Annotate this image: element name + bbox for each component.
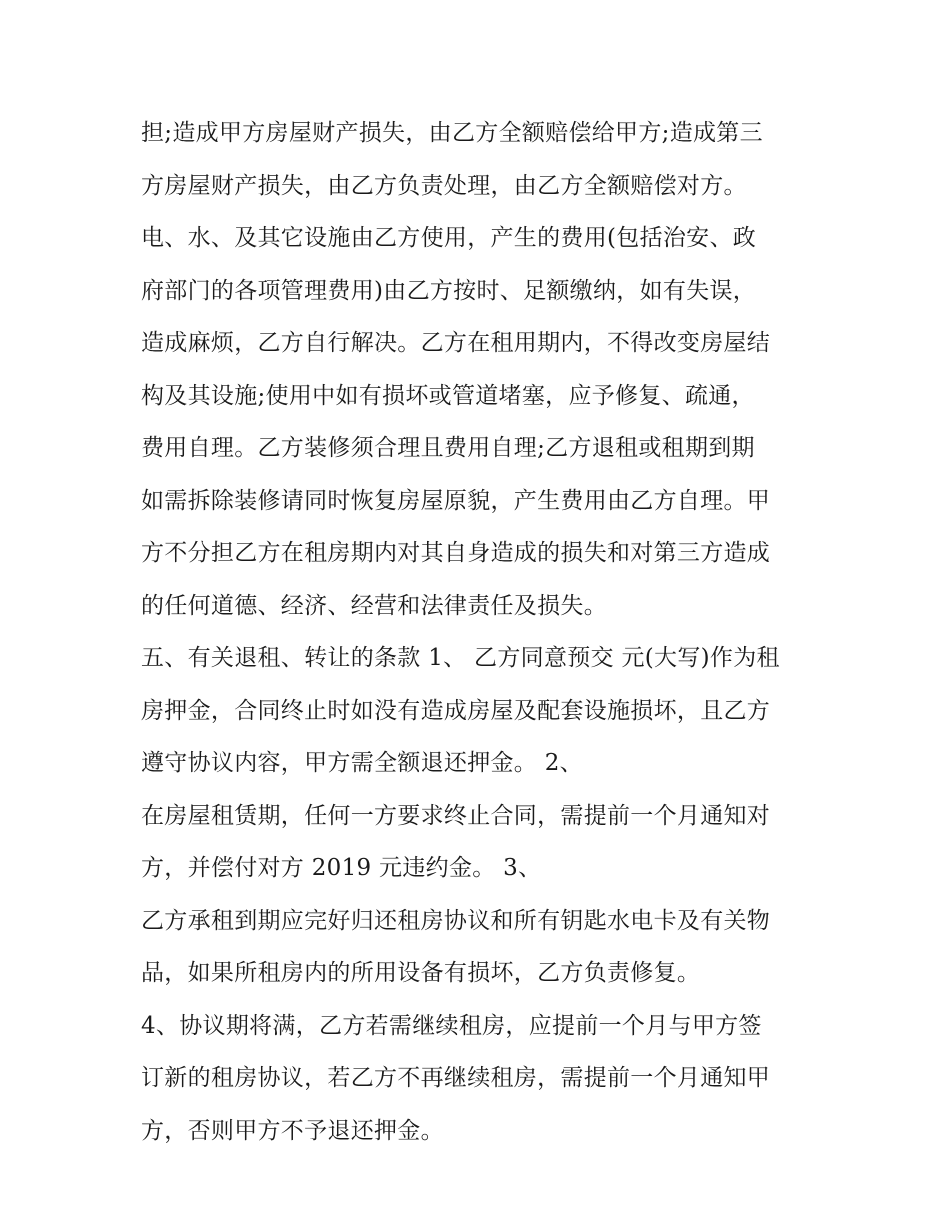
- text-line: 如需拆除装修请同时恢复房屋原貌，产生费用由乙方自理。甲: [141, 487, 771, 514]
- text-line: 订新的租房协议，若乙方不再继续租房，需提前一个月通知甲: [141, 1065, 771, 1091]
- text-line: 造成麻烦，乙方自行解决。乙方在租用期内，不得改变房屋结: [141, 330, 771, 356]
- text-line: 房押金，合同终止时如没有造成房屋及配套设施损坏，且乙方: [141, 697, 771, 724]
- text-line: 费用自理。乙方装修须合理且费用自理;乙方退租或租期到期: [141, 435, 755, 461]
- text-line: 品，如果所租房内的所用设备有损坏，乙方负责修复。: [141, 960, 701, 986]
- text-line: 方不分担乙方在租房期内对其自身造成的损失和对第三方造成: [141, 540, 771, 566]
- text-line: 在房屋租赁期，任何一方要求终止合同，需提前一个月通知对: [141, 802, 771, 829]
- text-line: 4、协议期将满，乙方若需继续租房，应提前一个月与甲方签: [141, 1012, 762, 1039]
- text-line: 方，否则甲方不予退还押金。: [141, 1117, 444, 1144]
- text-line: 的任何道德、经济、经营和法律责任及损失。: [141, 592, 607, 619]
- text-line: 方房屋财产损失，由乙方负责处理，由乙方全额赔偿对方。: [141, 172, 747, 199]
- text-line: 府部门的各项管理费用)由乙方按时、足额缴纳，如有失误，: [141, 277, 757, 304]
- text-line: 乙方承租到期应完好归还租房协议和所有钥匙水电卡及有关物: [141, 907, 771, 934]
- text-line: 方，并偿付对方 2019 元违约金。 3、: [141, 855, 542, 881]
- contract-text-block: [141, 107, 821, 1157]
- text-line: 电、水、及其它设施由乙方使用，产生的费用(包括治安、政: [141, 225, 757, 251]
- text-line: 五、有关退租、转让的条款 1、 乙方同意预交 元(大写)作为租: [141, 645, 780, 671]
- text-line: 遵守协议内容，甲方需全额退还押金。 2、: [141, 750, 583, 776]
- text-line: 担;造成甲方房屋财产损失，由乙方全额赔偿给甲方;造成第三: [141, 120, 763, 146]
- text-line: 构及其设施;使用中如有损坏或管道堵塞，应予修复、疏通，: [141, 382, 755, 409]
